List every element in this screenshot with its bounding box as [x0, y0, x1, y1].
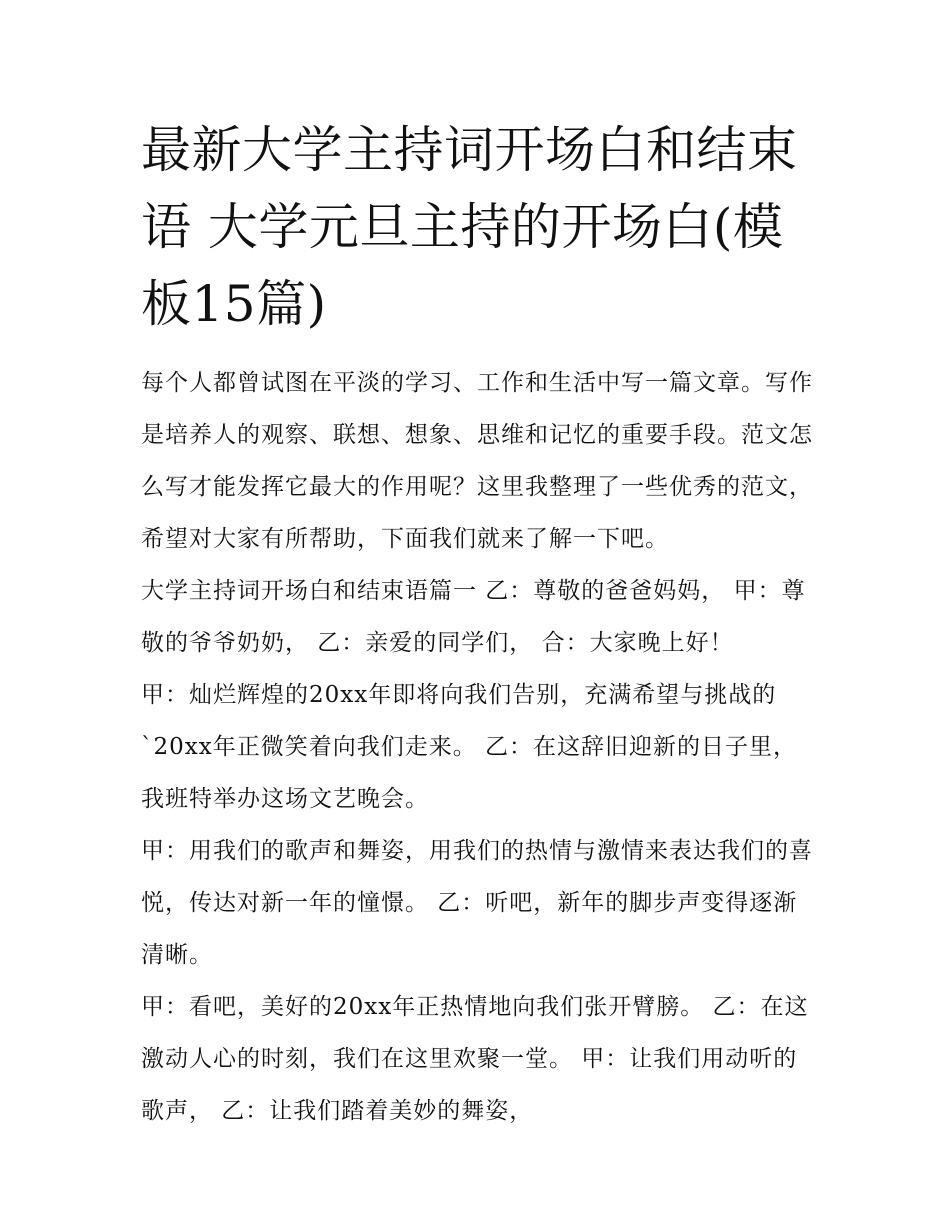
intro-paragraph: 每个人都曾试图在平淡的学习、工作和生活中写一篇文章。写作是培养人的观察、联想、想象、思维和记忆的重要手段。范文怎么写才能发挥它最大的作用呢？这里我整理了一些优秀的范文，希望对大家有所帮助，下面我们就来了解一下吧。: [141, 370, 813, 552]
document-body: [141, 112, 821, 1137]
body-paragraph: 大学主持词开场白和结束语篇一 乙：尊敬的爸爸妈妈， 甲：尊敬的爷爷奶奶， 乙：亲爱的同学们， 合：大家晚上好！: [141, 578, 806, 656]
document-title: 最新大学主持词开场白和结束语 大学元旦主持的开场白(模板15篇): [141, 121, 798, 333]
body-paragraph: 甲：灿烂辉煌的20xx年即将向我们告别，充满希望与挑战的`20xx年正微笑着向我们走来。 乙：在这辞旧迎新的日子里，我班特举办这场文艺晚会。: [141, 682, 798, 812]
body-paragraph: 甲：用我们的歌声和舞姿，用我们的热情与激情来表达我们的喜悦，传达对新一年的憧憬。 乙：听吧，新年的脚步声变得逐渐清晰。: [141, 838, 813, 968]
body-paragraph: 甲：看吧，美好的20xx年正热情地向我们张开臂膀。 乙：在这激动人心的时刻，我们在这里欢聚一堂。 甲：让我们用动听的歌声， 乙：让我们踏着美妙的舞姿，: [141, 994, 809, 1124]
